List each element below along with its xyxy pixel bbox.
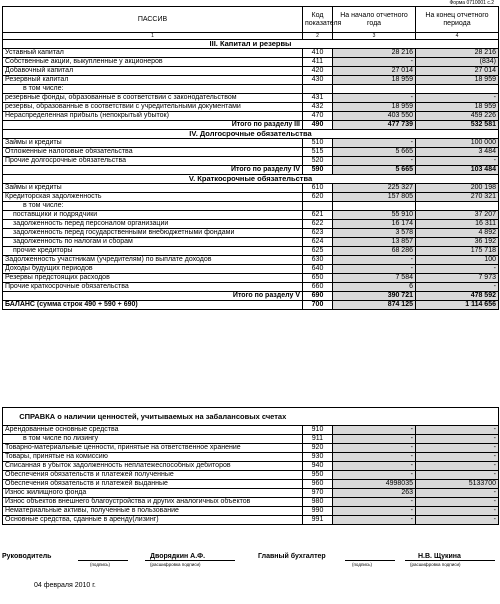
table-row bbox=[3, 471, 499, 480]
row-name: Займы и кредиты bbox=[3, 139, 303, 148]
row-code: 515 bbox=[303, 148, 333, 157]
row-name: Обеспечения обязательств и платежей выданные bbox=[3, 480, 303, 489]
row-code: 624 bbox=[303, 238, 333, 247]
row-begin-value: 18 959 bbox=[333, 103, 416, 112]
table-row bbox=[3, 85, 499, 94]
row-code: 411 bbox=[303, 58, 333, 67]
row-end-value bbox=[416, 202, 499, 211]
table-row bbox=[3, 426, 499, 435]
header-row bbox=[3, 7, 499, 33]
table-row bbox=[3, 480, 499, 489]
reference-title-row bbox=[3, 408, 499, 426]
acc-decode-hint: (расшифровка подписи) bbox=[410, 562, 461, 567]
row-name: в том числе: bbox=[3, 85, 303, 94]
row-name: Прочие долгосрочные обязательства bbox=[3, 157, 303, 166]
row-begin-value: - bbox=[333, 444, 416, 453]
table-row bbox=[3, 157, 499, 166]
row-begin-value: - bbox=[333, 58, 416, 67]
row-name: БАЛАНС (сумма строк 490 + 590 + 690) bbox=[3, 301, 303, 310]
row-name: Итого по разделу IV bbox=[3, 166, 303, 175]
head-decode-hint: (расшифровка подписи) bbox=[150, 562, 201, 567]
row-begin-value: 3 578 bbox=[333, 229, 416, 238]
section-header-row bbox=[3, 40, 499, 49]
row-name: Основные средства, сданные в аренду(лизинг) bbox=[3, 516, 303, 525]
row-begin-value: 55 910 bbox=[333, 211, 416, 220]
table-row bbox=[3, 211, 499, 220]
row-name: Задолженность участникам (учредителям) по выплате доходов bbox=[3, 256, 303, 265]
row-begin-value: 403 550 bbox=[333, 112, 416, 121]
form-code: Форма 0710001 с.2 bbox=[449, 0, 494, 6]
row-begin-value: - bbox=[333, 516, 416, 525]
row-end-value: - bbox=[416, 498, 499, 507]
table-row bbox=[3, 265, 499, 274]
row-code: 625 bbox=[303, 247, 333, 256]
row-begin-value: 13 857 bbox=[333, 238, 416, 247]
row-code: 420 bbox=[303, 67, 333, 76]
row-end-value: 270 321 bbox=[416, 193, 499, 202]
row-end-value: - bbox=[416, 265, 499, 274]
section-title: III. Капитал и резервы bbox=[3, 40, 499, 49]
row-begin-value: 16 174 bbox=[333, 220, 416, 229]
row-name: Уставный капитал bbox=[3, 49, 303, 58]
table-row bbox=[3, 76, 499, 85]
row-name: Прочие краткосрочные обязательства bbox=[3, 283, 303, 292]
row-code: 940 bbox=[303, 462, 333, 471]
row-name: Нераспределенная прибыль (непокрытый убыток) bbox=[3, 112, 303, 121]
idx-3: 3 bbox=[333, 33, 416, 40]
row-end-value bbox=[416, 85, 499, 94]
row-name: Износ жилищного фонда bbox=[3, 489, 303, 498]
head-sign-hint: (подпись) bbox=[90, 562, 111, 567]
head-label: Руководитель bbox=[2, 553, 52, 560]
row-code: 490 bbox=[303, 121, 333, 130]
row-end-value: 18 959 bbox=[416, 103, 499, 112]
accountant-label: Главный бухгалтер bbox=[258, 553, 326, 560]
table-row bbox=[3, 58, 499, 67]
row-begin-value: 4998035 bbox=[333, 480, 416, 489]
table-row bbox=[3, 103, 499, 112]
row-code: 991 bbox=[303, 516, 333, 525]
row-name: резервные фонды, образованные в соответствии с законодательством bbox=[3, 94, 303, 103]
row-end-value: - bbox=[416, 507, 499, 516]
row-begin-value: 5 665 bbox=[333, 166, 416, 175]
row-begin-value bbox=[333, 85, 416, 94]
row-name: поставщики и подрядчики bbox=[3, 211, 303, 220]
row-name: Арендованные основные средства bbox=[3, 426, 303, 435]
table-row bbox=[3, 453, 499, 462]
row-code: 432 bbox=[303, 103, 333, 112]
row-begin-value: - bbox=[333, 426, 416, 435]
row-code: 960 bbox=[303, 480, 333, 489]
row-end-value: 4 892 bbox=[416, 229, 499, 238]
row-code: 700 bbox=[303, 301, 333, 310]
row-end-value: 459 226 bbox=[416, 112, 499, 121]
row-begin-value: - bbox=[333, 498, 416, 507]
row-end-value: - bbox=[416, 471, 499, 480]
row-name: Кредиторская задолженность bbox=[3, 193, 303, 202]
row-begin-value: - bbox=[333, 94, 416, 103]
row-name: Отложенные налоговые обязательства bbox=[3, 148, 303, 157]
row-end-value: 1 114 656 bbox=[416, 301, 499, 310]
balance-table bbox=[2, 6, 499, 310]
row-name: Собственные акции, выкупленные у акционеров bbox=[3, 58, 303, 67]
row-begin-value: 477 739 bbox=[333, 121, 416, 130]
row-name: Добавочный капитал bbox=[3, 67, 303, 76]
table-row bbox=[3, 238, 499, 247]
head-name-line bbox=[145, 560, 235, 561]
table-row bbox=[3, 274, 499, 283]
row-begin-value: 390 721 bbox=[333, 292, 416, 301]
col-name-header: ПАССИВ bbox=[3, 7, 303, 33]
row-code: 980 bbox=[303, 498, 333, 507]
row-end-value: 200 198 bbox=[416, 184, 499, 193]
row-end-value: 103 484 bbox=[416, 166, 499, 175]
row-end-value: 36 192 bbox=[416, 238, 499, 247]
row-code: 622 bbox=[303, 220, 333, 229]
row-begin-value: - bbox=[333, 139, 416, 148]
row-begin-value: - bbox=[333, 265, 416, 274]
row-code: 640 bbox=[303, 265, 333, 274]
section-title: V. Краткосрочные обязательства bbox=[3, 175, 499, 184]
row-code bbox=[303, 202, 333, 211]
table-row bbox=[3, 229, 499, 238]
row-code: 950 bbox=[303, 471, 333, 480]
row-end-value: 175 718 bbox=[416, 247, 499, 256]
row-end-value: - bbox=[416, 94, 499, 103]
row-begin-value: 225 327 bbox=[333, 184, 416, 193]
row-begin-value bbox=[333, 202, 416, 211]
row-name: задолженность по налогам и сборам bbox=[3, 238, 303, 247]
row-end-value: 37 207 bbox=[416, 211, 499, 220]
row-end-value: - bbox=[416, 435, 499, 444]
row-end-value: - bbox=[416, 426, 499, 435]
row-code: 510 bbox=[303, 139, 333, 148]
row-name: в том числе по лизингу bbox=[3, 435, 303, 444]
row-end-value: - bbox=[416, 157, 499, 166]
row-end-value: - bbox=[416, 453, 499, 462]
row-begin-value: 68 286 bbox=[333, 247, 416, 256]
row-end-value: - bbox=[416, 516, 499, 525]
reference-title: СПРАВКА о наличии ценностей, учитываемых на забалансовых счетах bbox=[3, 408, 303, 426]
reference-table bbox=[2, 407, 499, 525]
row-name: прочие кредиторы bbox=[3, 247, 303, 256]
table-row bbox=[3, 283, 499, 292]
row-end-value: 7 973 bbox=[416, 274, 499, 283]
row-begin-value: 18 959 bbox=[333, 76, 416, 85]
row-code: 620 bbox=[303, 193, 333, 202]
table-row bbox=[3, 220, 499, 229]
table-row bbox=[3, 444, 499, 453]
row-end-value: - bbox=[416, 489, 499, 498]
report-date: 04 февраля 2010 г. bbox=[34, 582, 96, 589]
row-end-value: 100 000 bbox=[416, 139, 499, 148]
section-header-row bbox=[3, 130, 499, 139]
row-end-value: 478 592 bbox=[416, 292, 499, 301]
row-begin-value: 157 805 bbox=[333, 193, 416, 202]
row-begin-value: 6 bbox=[333, 283, 416, 292]
row-name: Резервы предстоящих расходов bbox=[3, 274, 303, 283]
row-end-value: 28 216 bbox=[416, 49, 499, 58]
row-begin-value: - bbox=[333, 435, 416, 444]
row-name: Нематериальные активы, полученные в пользование bbox=[3, 507, 303, 516]
row-code: 470 bbox=[303, 112, 333, 121]
row-end-value: 27 014 bbox=[416, 67, 499, 76]
row-name: Доходы будущих периодов bbox=[3, 265, 303, 274]
row-code: 920 bbox=[303, 444, 333, 453]
row-end-value: 16 311 bbox=[416, 220, 499, 229]
row-code: 590 bbox=[303, 166, 333, 175]
row-begin-value: - bbox=[333, 256, 416, 265]
table-row bbox=[3, 67, 499, 76]
row-code: 520 bbox=[303, 157, 333, 166]
acc-name-line bbox=[405, 560, 495, 561]
row-begin-value: - bbox=[333, 471, 416, 480]
idx-2: 2 bbox=[303, 33, 333, 40]
row-code: 431 bbox=[303, 94, 333, 103]
row-code: 690 bbox=[303, 292, 333, 301]
row-code: 910 bbox=[303, 426, 333, 435]
table-row bbox=[3, 202, 499, 211]
table-row bbox=[3, 247, 499, 256]
acc-sign-line bbox=[345, 560, 395, 561]
row-name: Товарно-материальные ценности, принятые на ответственное хранение bbox=[3, 444, 303, 453]
row-name: Списанная в убыток задолженность неплатежеспособных дебиторов bbox=[3, 462, 303, 471]
row-begin-value: - bbox=[333, 157, 416, 166]
row-begin-value: - bbox=[333, 462, 416, 471]
row-code: 610 bbox=[303, 184, 333, 193]
row-code: 621 bbox=[303, 211, 333, 220]
row-name: Износ объектов внешнего благоустройства и других аналогичных объектов bbox=[3, 498, 303, 507]
row-name: Обеспечения обязательств и платежей полученные bbox=[3, 471, 303, 480]
head-sign-line bbox=[78, 560, 128, 561]
row-begin-value: 27 014 bbox=[333, 67, 416, 76]
row-code: 430 bbox=[303, 76, 333, 85]
row-code: 911 bbox=[303, 435, 333, 444]
row-code: 410 bbox=[303, 49, 333, 58]
row-end-value: 3 484 bbox=[416, 148, 499, 157]
table-row bbox=[3, 139, 499, 148]
table-row bbox=[3, 49, 499, 58]
col-code-header: Код показателя bbox=[303, 7, 333, 33]
row-name: Резервный капитал bbox=[3, 76, 303, 85]
row-begin-value: 7 584 bbox=[333, 274, 416, 283]
idx-4: 4 bbox=[416, 33, 499, 40]
row-name: Итого по разделу V bbox=[3, 292, 303, 301]
row-code: 930 bbox=[303, 453, 333, 462]
accountant-name: Н.В. Щукина bbox=[418, 553, 461, 560]
table-row bbox=[3, 462, 499, 471]
row-begin-value: 5 665 bbox=[333, 148, 416, 157]
row-code: 990 bbox=[303, 507, 333, 516]
row-end-value: 18 959 bbox=[416, 76, 499, 85]
row-code bbox=[303, 85, 333, 94]
row-name: резервы, образованные в соответствии с учредительными документами bbox=[3, 103, 303, 112]
row-code: 623 bbox=[303, 229, 333, 238]
section-title: IV. Долгосрочные обязательства bbox=[3, 130, 499, 139]
row-begin-value: - bbox=[333, 453, 416, 462]
row-code: 630 bbox=[303, 256, 333, 265]
table-row bbox=[3, 507, 499, 516]
table-row bbox=[3, 256, 499, 265]
row-begin-value: 263 bbox=[333, 489, 416, 498]
head-name: Дворядкин А.Ф. bbox=[150, 553, 206, 560]
table-row bbox=[3, 193, 499, 202]
idx-1: 1 bbox=[3, 33, 303, 40]
row-code: 970 bbox=[303, 489, 333, 498]
col-end-header: На конец отчетного периода bbox=[416, 7, 499, 33]
col-begin-header: На начало отчетного года bbox=[333, 7, 416, 33]
row-end-value: - bbox=[416, 283, 499, 292]
table-row bbox=[3, 94, 499, 103]
table-row bbox=[3, 148, 499, 157]
row-name: в том числе: bbox=[3, 202, 303, 211]
row-code: 650 bbox=[303, 274, 333, 283]
total-row bbox=[3, 292, 499, 301]
row-end-value: 532 581 bbox=[416, 121, 499, 130]
row-name: Итого по разделу III bbox=[3, 121, 303, 130]
row-end-value: 5133700 bbox=[416, 480, 499, 489]
row-begin-value: 874 125 bbox=[333, 301, 416, 310]
table-row bbox=[3, 498, 499, 507]
row-end-value: 100 bbox=[416, 256, 499, 265]
row-code: 660 bbox=[303, 283, 333, 292]
row-end-value: - bbox=[416, 462, 499, 471]
row-begin-value: - bbox=[333, 507, 416, 516]
table-row bbox=[3, 516, 499, 525]
row-begin-value: 28 216 bbox=[333, 49, 416, 58]
row-name: Товары, принятые на комиссию bbox=[3, 453, 303, 462]
row-end-value: (834) bbox=[416, 58, 499, 67]
table-row bbox=[3, 184, 499, 193]
table-row bbox=[3, 112, 499, 121]
row-end-value: - bbox=[416, 444, 499, 453]
row-name: задолженность перед государственными внебюджетными фондами bbox=[3, 229, 303, 238]
acc-sign-hint: (подпись) bbox=[352, 562, 373, 567]
balance-row bbox=[3, 301, 499, 310]
row-name: Займы и кредиты bbox=[3, 184, 303, 193]
section-header-row bbox=[3, 175, 499, 184]
table-row bbox=[3, 489, 499, 498]
table-row bbox=[3, 435, 499, 444]
row-name: задолженность перед персоналом организации bbox=[3, 220, 303, 229]
